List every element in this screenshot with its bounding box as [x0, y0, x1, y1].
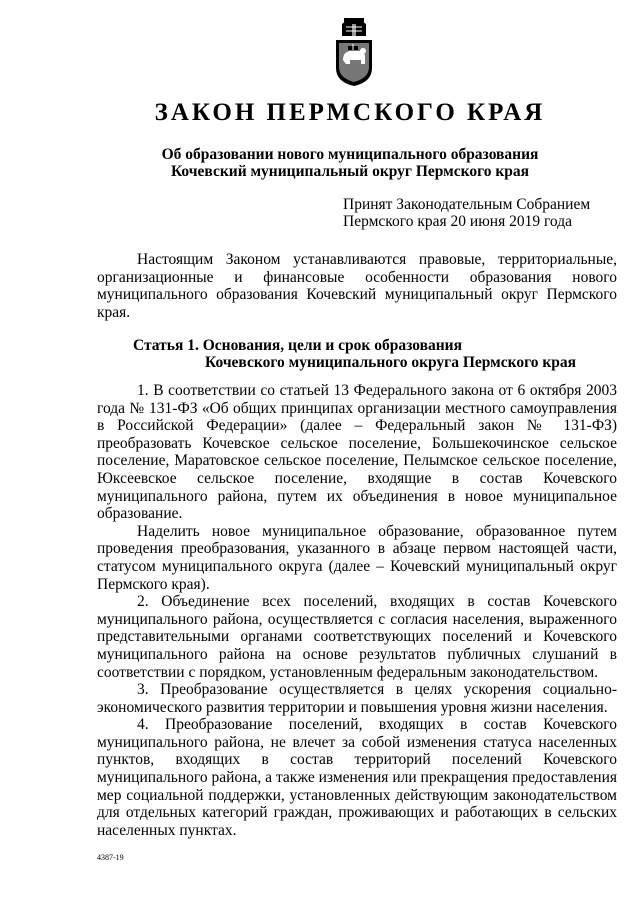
adoption-line: Принят Законодательным Собранием — [343, 196, 591, 213]
article-body — [97, 382, 617, 839]
preamble-text: Настоящим Законом устанавливаются правовые, территориальные, организационные и финансовые особенности образования нового муниципального образования Кочевский муниципальный округ Пермского края. — [97, 251, 617, 321]
subtitle-line: Об образовании нового муниципального образования — [161, 146, 539, 163]
article-heading — [133, 337, 613, 371]
coat-of-arms-icon — [330, 16, 378, 88]
preamble — [97, 251, 617, 321]
article-paragraph: 2. Объединение всех поселений, входящих в состав Кочевского муниципального района, осуществляется с согласия населения, выраженного представительными органами соответствующих поселений и Кочевского муниципального района на основе результатов публичных слушаний в соответствии с порядком, установленным федеральным законодательством. — [97, 593, 617, 681]
subtitle-line: Кочевский муниципальный округ Пермского края — [170, 163, 530, 180]
document-code: 4387-19 — [97, 853, 124, 862]
article-paragraph: Наделить новое муниципальное образование, образованное путем проведения преобразования, указанного в абзаце первом настоящей части, статусом муниципального округа (далее – Кочевский муниципальный округ Пермского края). — [97, 522, 617, 593]
document-title: ЗАКОН ПЕРМСКОГО КРАЯ — [154, 99, 546, 126]
article-paragraph: 4. Преобразование поселений, входящих в состав Кочевского муниципального района, не влечет за собой изменения статуса населенных пунктов, входящих в состав территорий поселений Кочевского муниципального района, а также изменения или прекращения предоставления мер социальной поддержки, установленных действующим законодательством для отдельных категорий граждан, проживающих и работающих в сельских населенных пунктах. — [97, 716, 617, 839]
article-paragraph: 3. Преобразование осуществляется в целях ускорения социально-экономического развития территории и повышения уровня жизни населения. — [97, 681, 617, 716]
article-heading-line: Кочевского муниципального округа Пермского края — [205, 354, 577, 371]
article-paragraph: 1. В соответствии со статьей 13 Федерального закона от 6 октября 2003 года № 131-ФЗ «Об общих принципах организации местного самоуправления в Российской Федерации» (далее – Федеральный закон № 131-ФЗ) преобразовать Кочевское сельское поселение, Большекочинское сельское поселение, Маратовское сельское поселение, Пелымское сельское поселение, Юксеевское сельское поселение, входящие в состав Кочевского муниципального района, путем их объединения в новое муниципальное образование. — [97, 382, 617, 523]
article-heading-line: Статья 1. Основания, цели и срок образования — [133, 337, 462, 354]
document-subtitle — [100, 146, 600, 180]
adoption-note — [343, 196, 623, 230]
adoption-line: Пермского края 20 июня 2019 года — [343, 213, 572, 230]
